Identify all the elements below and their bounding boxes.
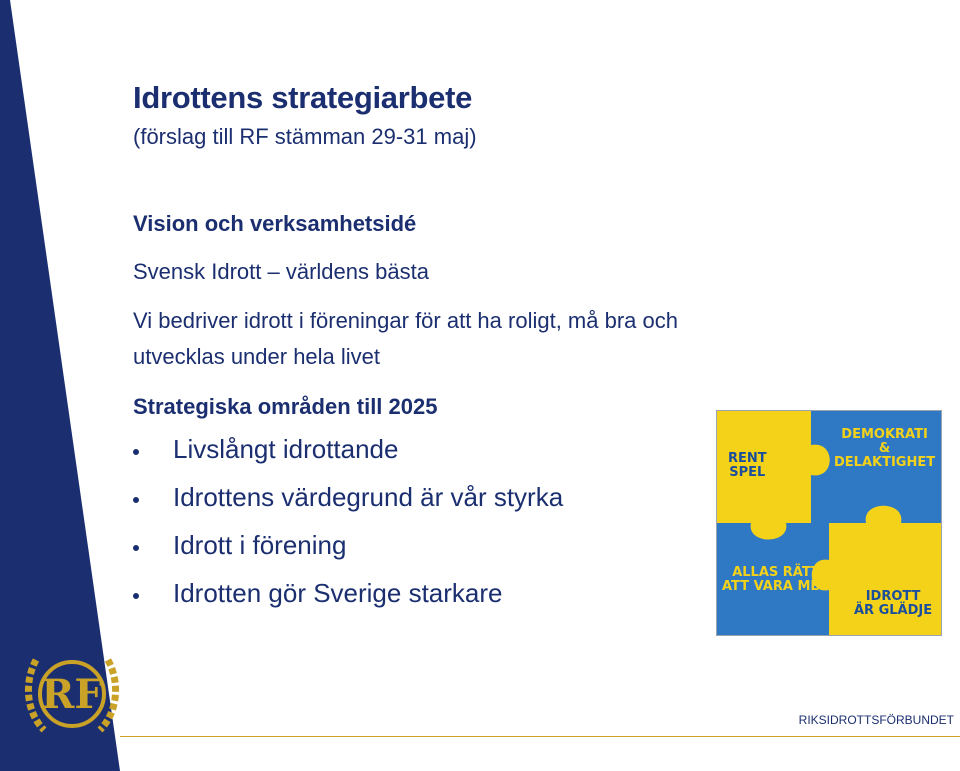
footer-divider	[120, 736, 960, 737]
list-item-text: Idrotten gör Sverige starkare	[173, 578, 503, 608]
slide-title: Idrottens strategiarbete	[133, 80, 473, 115]
bullet-icon	[133, 593, 139, 599]
puzzle-label-demokrati: DEMOKRATI & DELAKTIGHET	[834, 427, 936, 470]
logo-letters: RF	[41, 671, 103, 718]
bullet-icon	[133, 497, 139, 503]
list-item-text: Livslångt idrottande	[173, 434, 399, 464]
puzzle-label-idrott-gladje: IDROTT ÄR GLÄDJE	[854, 589, 933, 618]
vision-heading: Vision och verksamhetsidé	[133, 211, 417, 236]
footer-organization: RIKSIDROTTSFÖRBUNDET	[798, 713, 954, 727]
puzzle-graphic	[716, 410, 942, 636]
bullet-icon	[133, 449, 139, 455]
puzzle-label-allas-ratt: ALLAS RÄTT ATT VARA MED	[722, 565, 831, 594]
mission-statement-line1: Vi bedriver idrott i föreningar för att ha roligt, må bra och	[133, 308, 678, 333]
vision-statement: Svensk Idrott – världens bästa	[133, 259, 429, 284]
strategic-areas-heading: Strategiska områden till 2025	[133, 394, 438, 419]
list-item-text: Idrott i förening	[173, 530, 347, 560]
mission-statement-line2: utvecklas under hela livet	[133, 344, 381, 369]
bullet-icon	[133, 545, 139, 551]
slide-subtitle: (förslag till RF stämman 29-31 maj)	[133, 124, 477, 149]
puzzle-label-rent-spel: RENT SPEL	[728, 451, 767, 480]
rf-emblem-logo	[22, 642, 122, 742]
list-item-text: Idrottens värdegrund är vår styrka	[173, 482, 564, 512]
